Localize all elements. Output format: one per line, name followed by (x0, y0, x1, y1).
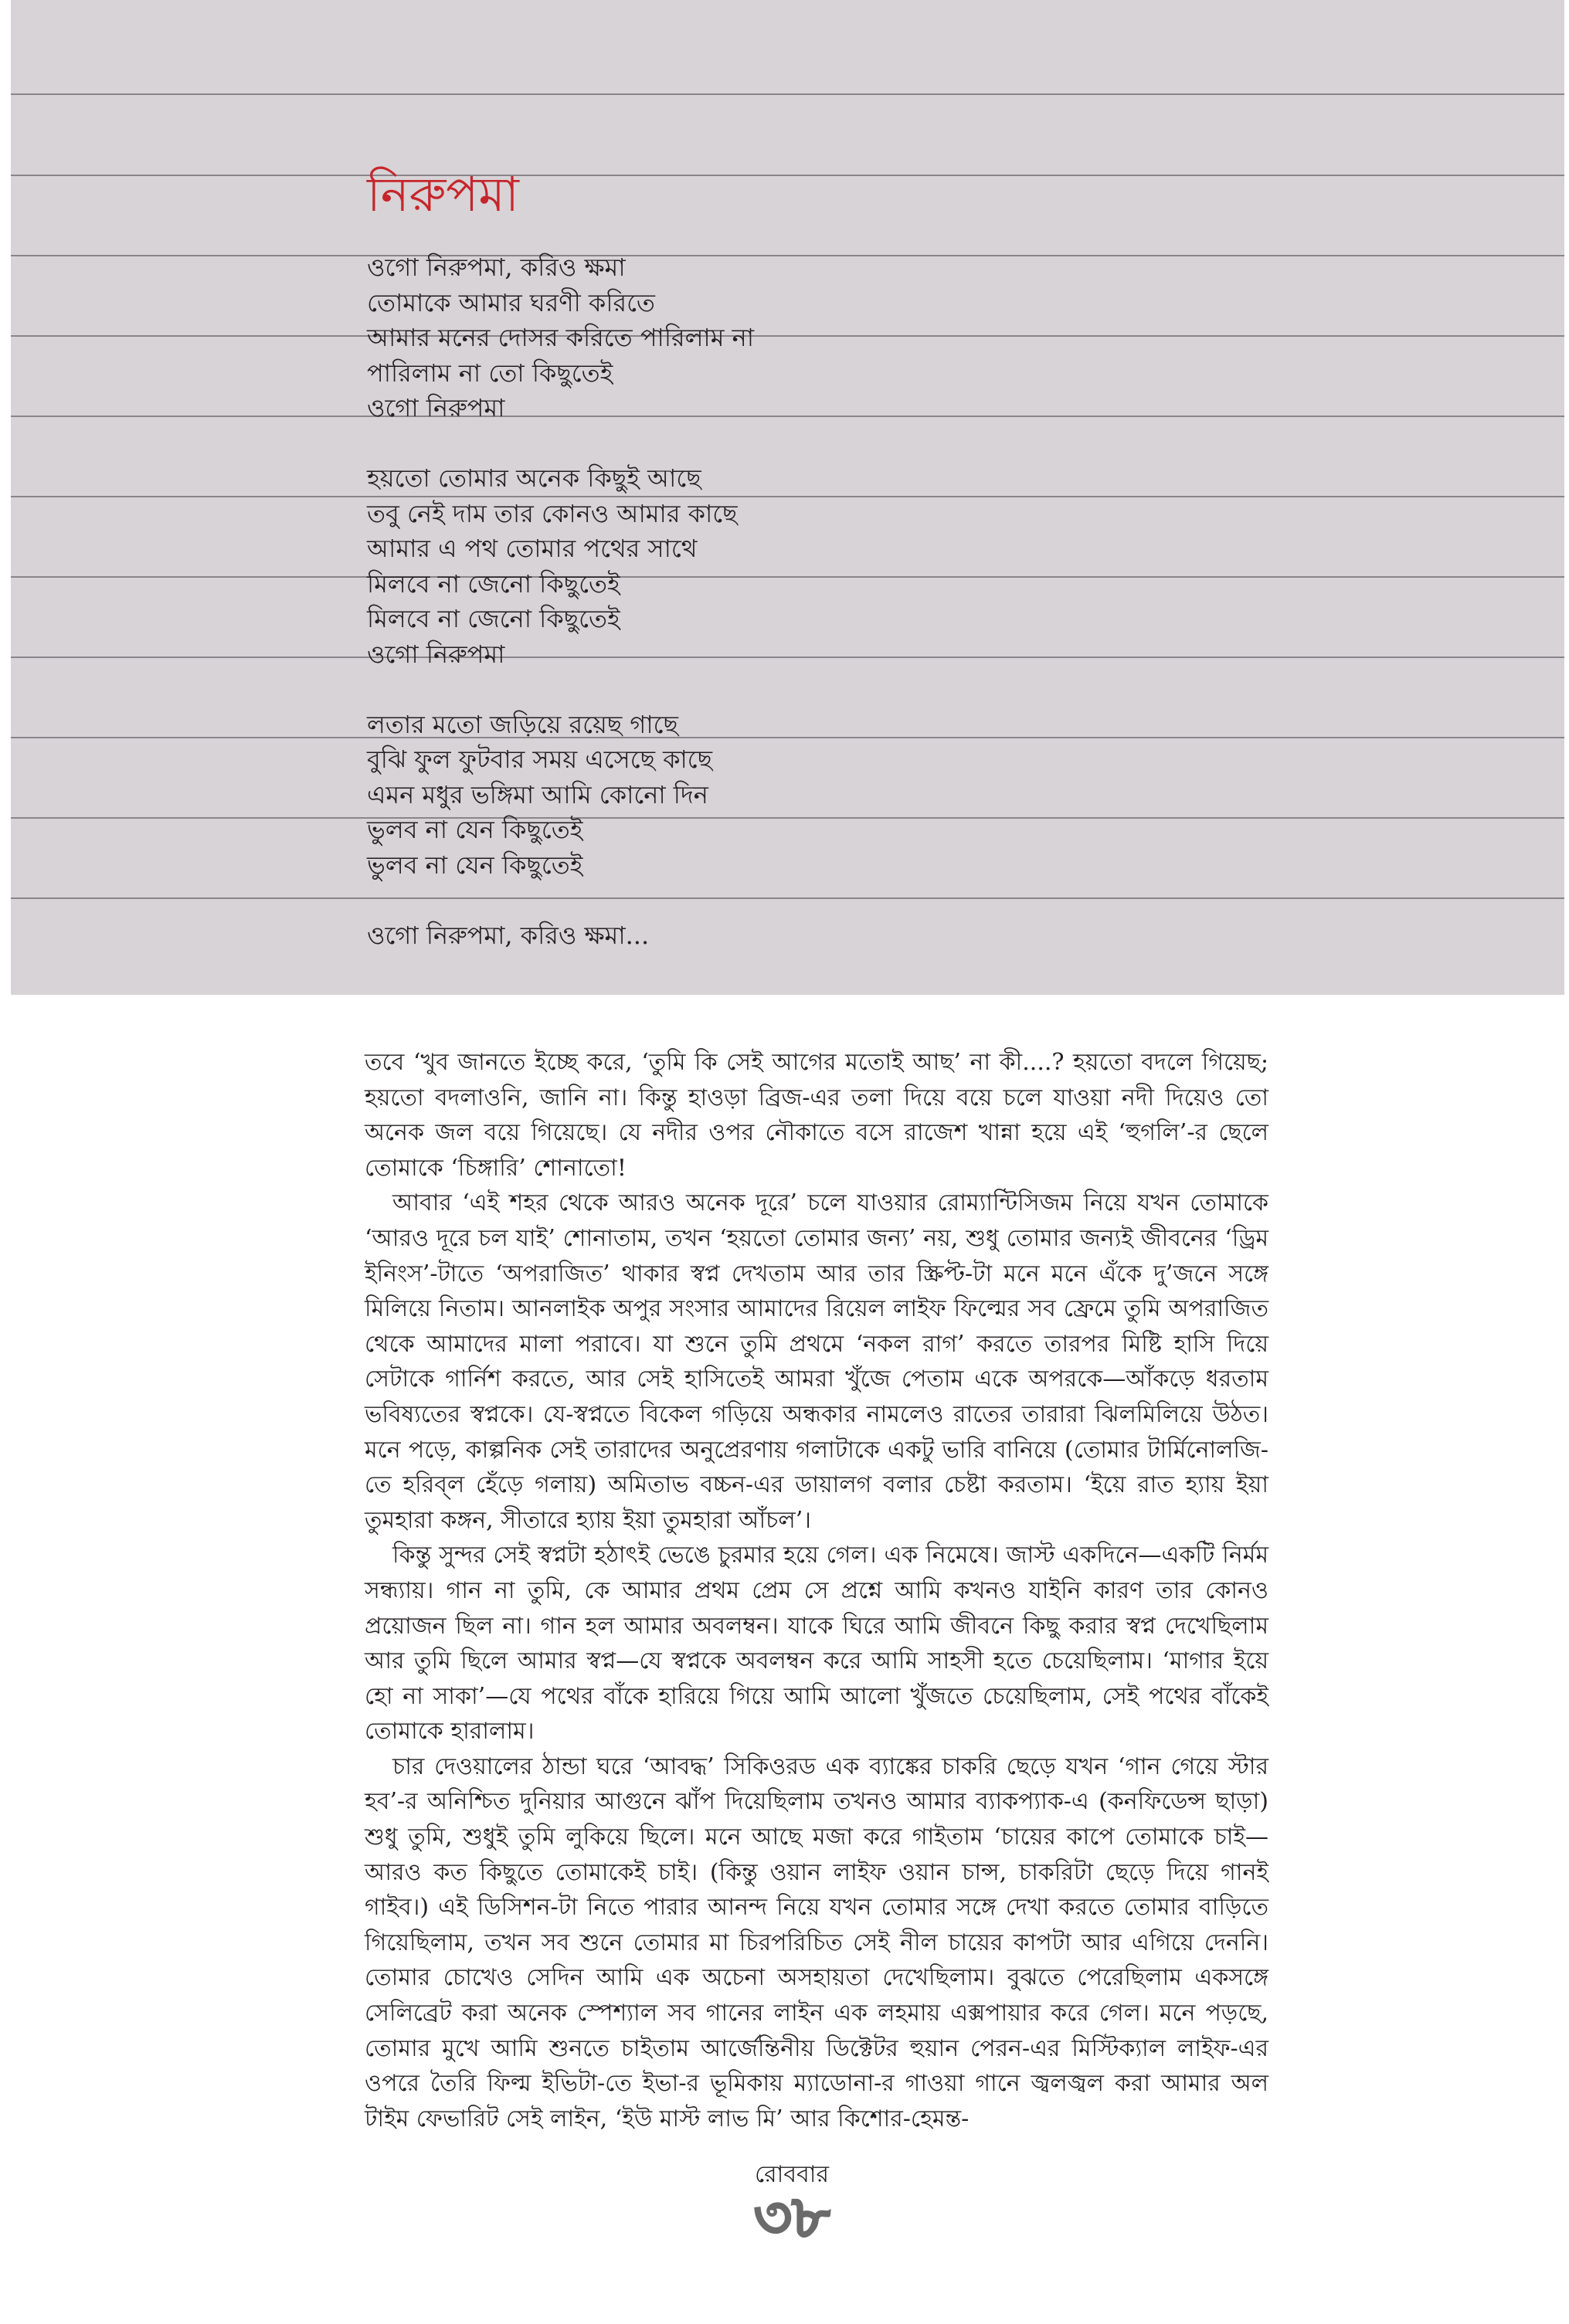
article-paragraph: তবে ‘খুব জানতে ইচ্ছে করে, ‘তুমি কি সেই আগের মতোই আছ’ না কী....? হয়তো বদলে গিয়েছ; হয়তো বদলাওনি, জানি না। কিন্তু হাওড়া ব্রিজ-এর তলা দিয়ে বয়ে চলে যাওয়া নদী দিয়েও তো অনেক জল বয়ে গিয়েছে। যে নদীর ওপর নৌকাতে বসে রাজেশ খান্না হয়ে এই ‘হুগলি’-র ছেলে তোমাকে ‘চিঙ্গারি’ শোনাতো! (365, 1049, 1268, 1182)
ruled-line (11, 93, 1564, 95)
poem-line: তোমাকে আমার ঘরণী করিতে (367, 287, 655, 317)
poem-line: ওগো নিরুপমা, করিও ক্ষমা (367, 253, 626, 282)
poem-line: বুঝি ফুল ফুটবার সময় এসেছে কাছে (367, 745, 713, 774)
poem-line: ওগো নিরুপমা (367, 393, 505, 422)
poem-line: মিলবে না জেনো কিছুতেই (367, 568, 620, 599)
article-paragraph: কিন্তু সুন্দর সেই স্বপ্নটা হঠাৎই ভেঙে চুরমার হয়ে গেল। এক নিমেষে। জাস্ট একদিনে—একটি নির্মম সন্ধ্যায়। গান না তুমি, কে আমার প্রথম প্রেম সে প্রশ্নে আমি কখনও যাইনি কারণ তার কোনও প্রয়োজন ছিল না। গান হল আমার অবলম্বন। যাকে ঘিরে আমি জীবনে কিছু করার স্বপ্ন দেখেছিলাম আর তুমি ছিলে আমার স্বপ্ন—যে স্বপ্নকে অবলম্বন করে আমি সাহসী হতে চেয়েছিলাম। ‘মাগার ইয়ে হো না সাকা’—যে পথের বাঁকে হারিয়ে গিয়ে আমি আলো খুঁজতে চেয়েছিলাম, সেই পথের বাঁকেই তোমাকে হারালাম। (365, 1542, 1268, 1746)
article-body (365, 1045, 1268, 2136)
poem-line: আমার এ পথ তোমার পথের সাথে (367, 534, 698, 563)
page-number: ৩৮ (753, 2183, 830, 2251)
poem-line: হয়তো তোমার অনেক কিছুই আছে (367, 463, 701, 493)
poem-line: ওগো নিরুপমা (367, 639, 505, 669)
stanza-gap (367, 426, 1232, 462)
stanza-gap (367, 672, 1232, 707)
stanza-gap (367, 883, 1232, 918)
poem-line: লতার মতো জড়িয়ে রয়েছ গাছে (367, 709, 678, 739)
poem-line: ভুলব না যেন কিছুতেই (367, 815, 583, 844)
poem-line: এমন মধুর ভঙ্গিমা আমি কোনো দিন (367, 779, 708, 809)
poem-line: ওগো নিরুপমা, করিও ক্ষমা... (367, 920, 650, 950)
poem-line: পারিলাম না তো কিছুতেই (367, 358, 613, 388)
poem-title: নিরুপমা (367, 166, 519, 222)
poem (367, 165, 1232, 953)
article-paragraph: আবার ‘এই শহর থেকে আরও অনেক দূরে’ চলে যাওয়ার রোম্যান্টিসিজম নিয়ে যখন তোমাকে ‘আরও দূরে চল যাই’ শোনাতাম, তখন ‘হয়তো তোমার জন্য’ নয়, শুধু তোমার জন্যই জীবনের ‘ড্রিম ইনিংস’-টাতে ‘অপরাজিত’ থাকার স্বপ্ন দেখতাম আর তার স্ক্রিপ্ট-টা মনে মনে এঁকে দু’জনে সঙ্গে মিলিয়ে নিতাম। আনলাইক অপুর সংসার আমাদের রিয়েল লাইফ ফিল্মের সব ফ্রেমে তুমি অপরাজিত থেকে আমাদের মালা পরাবে। যা শুনে তুমি প্রথমে ‘নকল রাগ’ করতে তারপর মিষ্টি হাসি দিয়ে সেটাকে গার্নিশ করতে, আর সেই হাসিতেই আমরা খুঁজে পেতাম একে অপরকে—আঁকড়ে ধরতাম ভবিষ্যতের স্বপ্নকে। যে-স্বপ্নতে বিকেল গড়িয়ে অন্ধকার নামলেও রাতের তারারা ঝিলমিলিয়ে উঠত। মনে পড়ে, কাল্পনিক সেই তারাদের অনুপ্রেরণায় গলাটাকে একটু ভারি বানিয়ে (তোমার টার্মিনোলজি-তে হরিব্‌ল হেঁড়ে গলায়) অমিতাভ বচ্চন-এর ডায়ালগ বলার চেষ্টা করতাম। ‘ইয়ে রাত হ্যায় ইয়া তুমহারা কঙ্গন, সীতারে হ্যায় ইয়া তুমহারা আঁচল’। (365, 1189, 1268, 1534)
poem-line: ভুলব না যেন কিছুতেই (367, 850, 583, 880)
article-paragraph: চার দেওয়ালের ঠান্ডা ঘরে ‘আবদ্ধ’ সিকিওরড এক ব্যাঙ্কের চাকরি ছেড়ে যখন ‘গান গেয়ে স্টার হব’-র অনিশ্চিত দুনিয়ার আগুনে ঝাঁপ দিয়েছিলাম তখনও আমার ব্যাকপ্যাক-এ (কনফিডেন্স ছাড়া) শুধু তুমি, শুধুই তুমি লুকিয়ে ছিলে। মনে আছে মজা করে গাইতাম ‘চায়ের কাপে তোমাকে চাই—আরও কত কিছুতে তোমাকেই চাই। (কিন্তু ওয়ান লাইফ ওয়ান চান্স, চাকরিটা ছেড়ে দিয়ে গানই গাইব।) এই ডিসিশন-টা নিতে পারার আনন্দ নিয়ে যখন তোমার সঙ্গে দেখা করতে তোমার বাড়িতে গিয়েছিলাম, তখন সব শুনে তোমার মা চিরপরিচিত সেই নীল চায়ের কাপটা আর এগিয়ে দেননি। তোমার চোখেও সেদিন আমি এক অচেনা অসহায়তা দেখেছিলাম। বুঝতে পেরেছিলাম একসঙ্গে সেলিব্রেট করা অনেক স্পেশ্যাল সব গানের লাইন এক লহমায় এক্সপায়ার করে গেল। মনে পড়ছে, তোমার মুখে আমি শুনতে চাইতাম আর্জেন্তিনীয় ডিক্টেটর হুয়ান পেরন-এর মিস্টিক্যাল লাইফ-এর ওপরে তৈরি ফিল্ম ইভিটা-তে ইভা-র ভূমিকায় ম্যাডোনা-র গাওয়া গানে জ্বলজ্বল করা আমার অল টাইম ফেভারিট সেই লাইন, ‘ইউ মাস্ট লাভ মি’ আর কিশোর-হেমন্ত- (365, 1752, 1268, 2132)
poem-panel (11, 0, 1564, 995)
magazine-name: রোববার (755, 2161, 829, 2188)
poem-line: আমার মনের দোসর করিতে পারিলাম না (367, 323, 755, 352)
poem-line: মিলবে না জেনো কিছুতেই (367, 604, 620, 633)
poem-line: তবু নেই দাম তার কোনও আমার কাছে (367, 498, 738, 528)
